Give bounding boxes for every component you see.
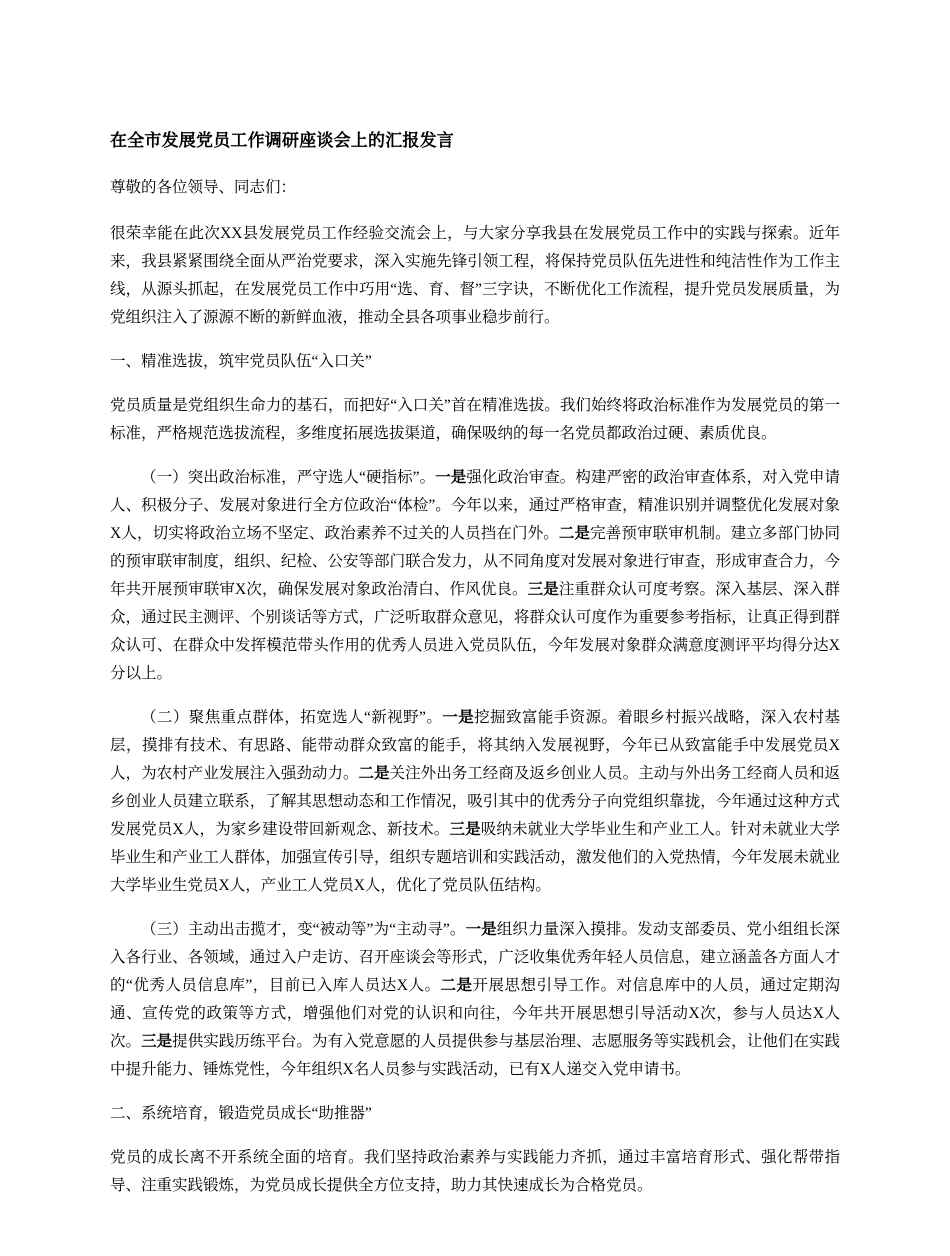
emphasis-run: 三是 [449, 820, 481, 838]
text-run: （一）突出政治标准，严守选人“硬指标”。 [141, 468, 436, 486]
emphasis-run: 三是 [527, 580, 559, 598]
text-run: 一、精准选拔，筑牢党员队伍“入口关” [110, 352, 372, 370]
text-run: 关注外出务工经商及返乡创业人员。主动与外出务工经商人员和返乡创业人员建立联系，了解其思想动态和工作情况，吸引其中的优秀分子向党组织靠拢，今年通过这种方式发展党员X人，为家乡建设带回新观念、新技术。 [110, 764, 840, 838]
text-run: 注重群众认可度考察。深入基层、深入群众，通过民主测评、个别谈话等方式，广泛听取群众意见，将群众认可度作为重要参考指标，让真正得到群众认可、在群众中发挥模范带头作用的优秀人员进入党员队伍，今年发展对象群众满意度测评平均得分达X分以上。 [110, 580, 840, 682]
emphasis-run: 二是 [558, 524, 591, 542]
emphasis-run: 一是 [465, 920, 497, 938]
paragraph-section-1-item-2 [110, 704, 840, 900]
emphasis-run: 一是 [435, 468, 467, 486]
paragraph-section-2-lead [110, 1144, 840, 1200]
paragraph-section-1-lead [110, 392, 840, 448]
document-body [110, 220, 840, 1200]
section-heading-heading-2 [110, 1100, 840, 1128]
text-run: 挖掘致富能手资源。着眼乡村振兴战略，深入农村基层，摸排有技术、有思路、能带动群众致富的能手，将其纳入发展视野，今年已从致富能手中发展党员X人，为农村产业发展注入强劲动力。 [110, 708, 840, 782]
section-heading-heading-1 [110, 348, 840, 376]
emphasis-run: 二是 [358, 764, 390, 782]
text-run: 很荣幸能在此次XX县发展党员工作经验交流会上，与大家分享我县在发展党员工作中的实践与探索。近年来，我县紧紧围绕全面从严治党要求，深入实施先锋引领工程，将保持党员队伍先进性和纯洁性作为工作主线，从源头抓起，在发展党员工作中巧用“选、育、督”三字诀，不断优化工作流程，提升党员发展质量，为党组织注入了源源不断的新鲜血液，推动全县各项事业稳步前行。 [110, 224, 840, 326]
text-run: （三）主动出击揽才，变“被动等”为“主动寻”。 [141, 920, 466, 938]
emphasis-run: 一是 [442, 708, 475, 726]
text-run: （二）聚焦重点群体，拓宽选人“新视野”。 [141, 708, 443, 726]
text-run: 二、系统培育，锻造党员成长“助推器” [110, 1104, 372, 1122]
page-title: 在全市发展党员工作调研座谈会上的汇报发言 [110, 131, 454, 150]
text-run: 党员的成长离不开系统全面的培育。我们坚持政治素养与实践能力齐抓，通过丰富培育形式、强化帮带指导、注重实践锻炼，为党员成长提供全方位支持，助力其快速成长为合格党员。 [110, 1148, 840, 1194]
text-run: 完善预审联审机制。建立多部门协同的预审联审制度，组织、纪检、公安等部门联合发力，从不同角度对发展对象进行审查，形成审查合力，今年共开展预审联审X次，确保发展对象政治清白、作风优良。 [110, 524, 840, 598]
paragraph-section-1-item-1 [110, 464, 840, 688]
text-run: 强化政治审查。构建严密的政治审查体系，对入党申请人、积极分子、发展对象进行全方位政治“体检”。今年以来，通过严格审查，精准识别并调整优化发展对象X人，切实将政治立场不坚定、政治素养不过关的人员挡在门外。 [110, 468, 840, 542]
text-run: 党员质量是党组织生命力的基石，而把好“入口关”首在精准选拔。我们始终将政治标准作为发展党员的第一标准，严格规范选拔流程，多维度拓展选拔渠道，确保吸纳的每一名党员都政治过硬、素质优良。 [110, 396, 840, 442]
salutation: 尊敬的各位领导、同志们： [110, 178, 297, 196]
text-run: 组织力量深入摸排。发动支部委员、党小组组长深入各行业、各领域，通过入户走访、召开座谈会等形式，广泛收集优秀年轻人员信息，建立涵盖各方面人才的“优秀人员信息库”，目前已入库人员达X人。 [110, 920, 840, 994]
emphasis-run: 三是 [141, 1032, 173, 1050]
emphasis-run: 二是 [440, 976, 473, 994]
text-run: 开展思想引导工作。对信息库中的人员，通过定期沟通、宣传党的政策等方式，增强他们对党的认识和向往，今年共开展思想引导活动X次，参与人员达X人次。 [110, 976, 840, 1050]
paragraph-section-1-item-3 [110, 916, 840, 1084]
paragraph-intro [110, 220, 840, 332]
text-run: 吸纳未就业大学毕业生和产业工人。针对未就业大学毕业生和产业工人群体，加强宣传引导，组织专题培训和实践活动，激发他们的入党热情，今年发展未就业大学毕业生党员X人，产业工人党员X人，优化了党员队伍结构。 [110, 820, 840, 894]
text-run: 提供实践历练平台。为有入党意愿的人员提供参与基层治理、志愿服务等实践机会，让他们在实践中提升能力、锤炼党性，今年组织X名人员参与实践活动，已有X人递交入党申请书。 [110, 1032, 840, 1078]
